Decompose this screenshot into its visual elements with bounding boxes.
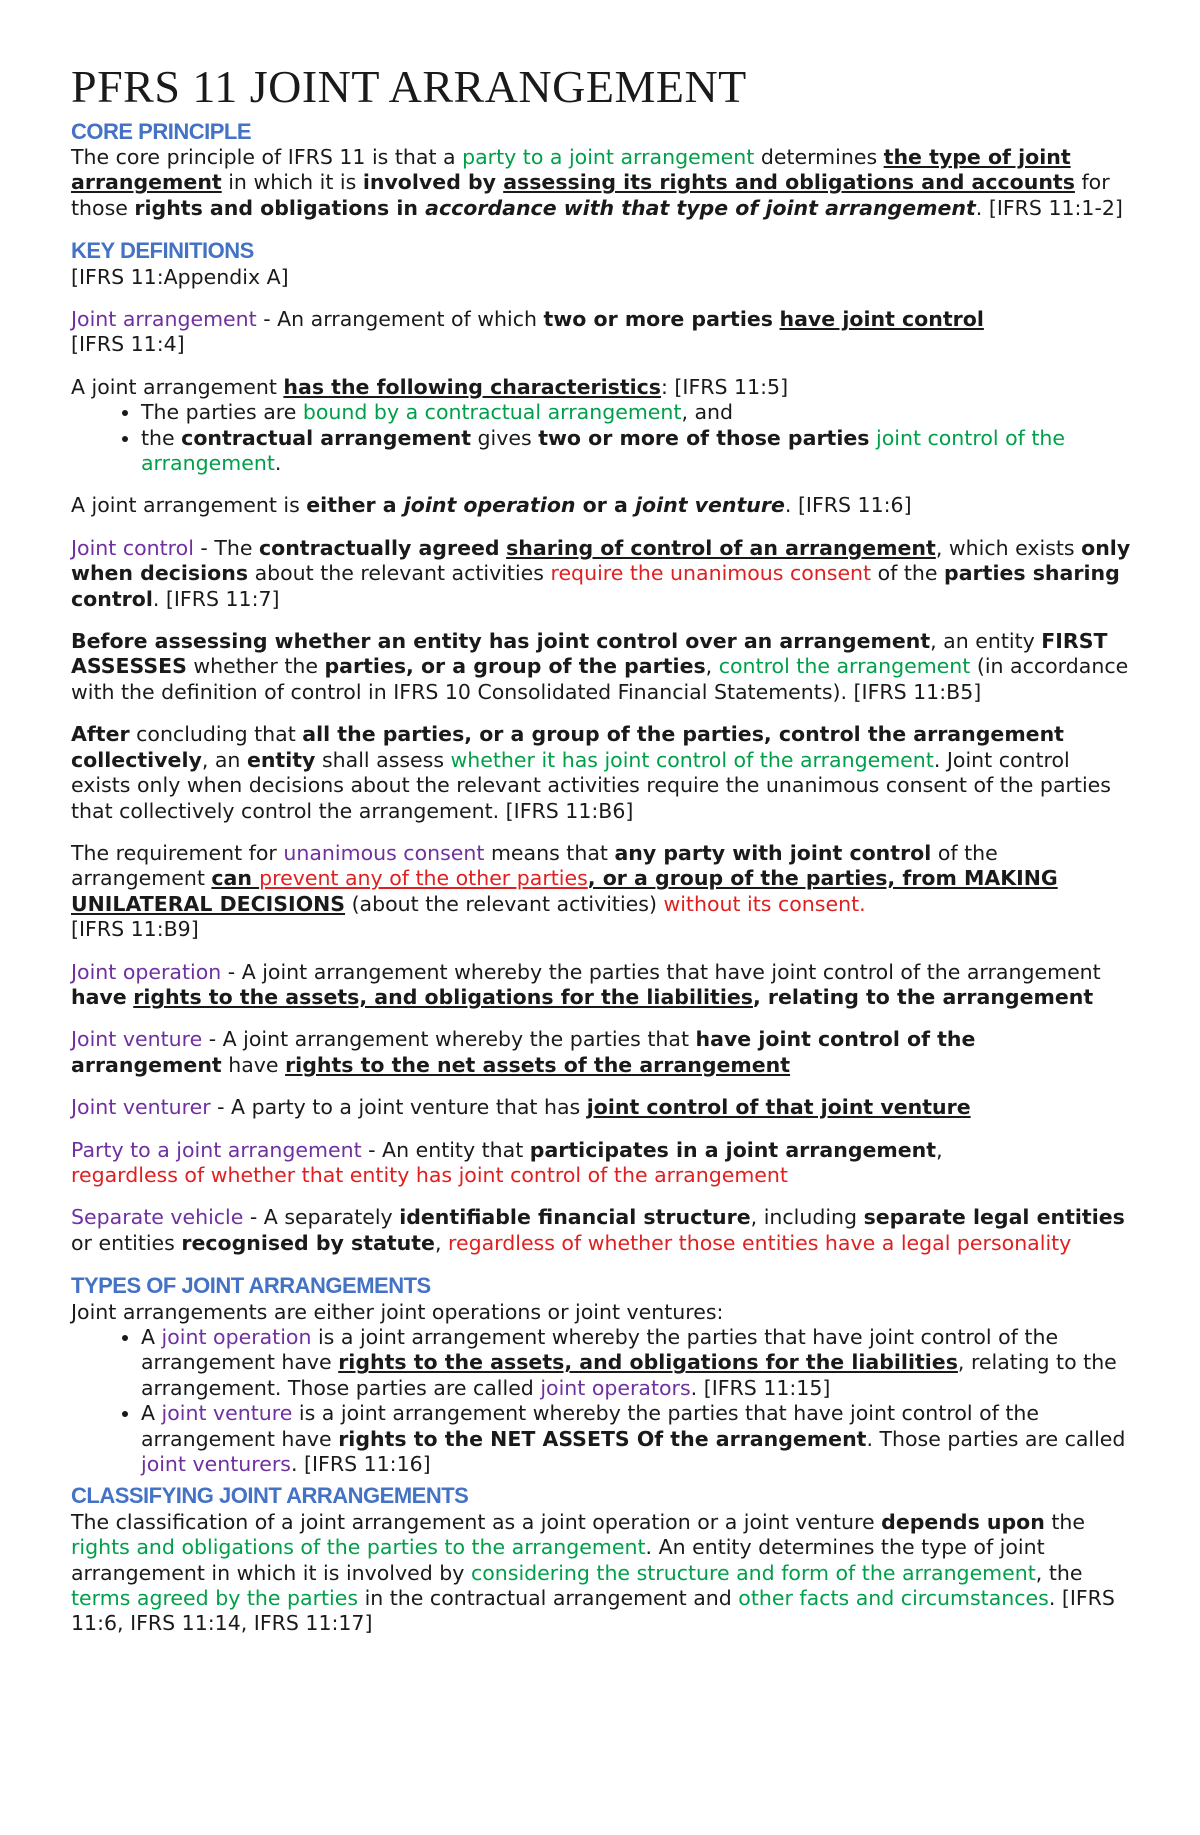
list-item: • A joint operation is a joint arrangement whereby the parties that have joint control of the arrangement have rights to the assets, and obligations for the liabilities, relating to the arrangement. Those parties are called joint operators. [IFRS 11:15] — [141, 1325, 1131, 1401]
types-heading: TYPES OF JOINT ARRANGEMENTS — [71, 1273, 431, 1299]
page-title: PFRS 11 JOINT ARRANGEMENT — [71, 61, 747, 112]
document-page — [71, 62, 1131, 1637]
classifying-heading: CLASSIFYING JOINT ARRANGEMENTS — [71, 1483, 469, 1509]
ja-either: A joint arrangement is either a joint operation or a joint venture. [IFRS 11:6] — [71, 493, 912, 518]
classifying-paragraph: The classification of a joint arrangement as a joint operation or a joint venture depends upon the rights and obligations of the parties to the arrangement. An entity determines the type of joint arrangement in which it is involved by considering the structure and form of the arrangement, the terms agreed by the parties in the contractual arrangement and other facts and circumstances. [IFRS 11:6, IFRS 11:14, IFRS 11:17] — [71, 1509, 1115, 1636]
list-item: • The parties are bound by a contractual arrangement, and — [141, 400, 1131, 425]
list-item: • A joint venture is a joint arrangement whereby the parties that have joint control of the arrangement have rights to the NET ASSETS Of the arrangement. Those parties are called joint venturers. [IFRS 11:16] — [141, 1401, 1131, 1477]
core-principle-heading: CORE PRINCIPLE — [71, 118, 252, 144]
after-concluding-paragraph: After concluding that all the parties, or a group of the parties, control the arrangement collectively, an entity shall assess whether it has joint control of the arrangement. Joint control exists only when decisions about the relevant activities require the unanimous consent of the parties that collectively control the arrangement. [IFRS 11:B6] — [71, 722, 1111, 823]
key-definitions-ref: [IFRS 11:Appendix A] — [71, 264, 289, 289]
def-joint-arrangement: Joint arrangement - An arrangement of which two or more parties have joint control [IFRS 11:4] — [71, 307, 984, 357]
def-joint-venturer: Joint venturer - A party to a joint venture that has joint control of that joint venture — [71, 1095, 971, 1120]
def-separate-vehicle: Separate vehicle - A separately identifiable financial structure, including separate legal entities or entities recognised by statute, regardless of whether those entities have a legal personality — [71, 1205, 1125, 1255]
key-definitions-heading: KEY DEFINITIONS — [71, 238, 254, 264]
def-joint-venture: Joint venture - A joint arrangement whereby the parties that have joint control of the arrangement have rights to the net assets of the arrangement — [71, 1027, 976, 1077]
ja-characteristics-list — [71, 400, 1131, 476]
types-list — [71, 1325, 1131, 1477]
core-principle-paragraph: The core principle of IFRS 11 is that a party to a joint arrangement determines the type of joint arrangement in which it is involved by assessing its rights and obligations and accounts for those rights and obligations in accordance with that type of joint arrangement. [IFRS 11:1-2] — [71, 144, 1123, 220]
list-item: • the contractual arrangement gives two or more of those parties joint control of the arrangement. — [141, 426, 1131, 477]
unanimous-consent-paragraph: The requirement for unanimous consent means that any party with joint control of the arrangement can prevent any of the other parties, or a group of the parties, from MAKING UNILATERAL DECISIONS (about the relevant activities) without its consent. [IFRS 11:B9] — [71, 840, 1058, 942]
def-party-to-joint-arrangement: Party to a joint arrangement - An entity that participates in a joint arrangement, regardless of whether that entity has joint control of the arrangement — [71, 1137, 943, 1187]
def-joint-control: Joint control - The contractually agreed sharing of control of an arrangement, which exists only when decisions about the relevant activities require the unanimous consent of the parties sharing control. [IFRS 11:7] — [71, 535, 1131, 611]
def-joint-operation: Joint operation - A joint arrangement whereby the parties that have joint control of the arrangement have rights to the assets, and obligations for the liabilities, relating to the arrangement — [71, 959, 1101, 1009]
before-assessing-paragraph: Before assessing whether an entity has joint control over an arrangement, an entity FIRST ASSESSES whether the parties, or a group of the parties, control the arrangement (in accordance with the definition of control in IFRS 10 Consolidated Financial Statements). [IFRS 11:B5] — [71, 629, 1129, 704]
ja-characteristics: A joint arrangement has the following characteristics: [IFRS 11:5] — [71, 374, 789, 399]
types-intro: Joint arrangements are either joint operations or joint ventures: — [71, 1299, 724, 1324]
